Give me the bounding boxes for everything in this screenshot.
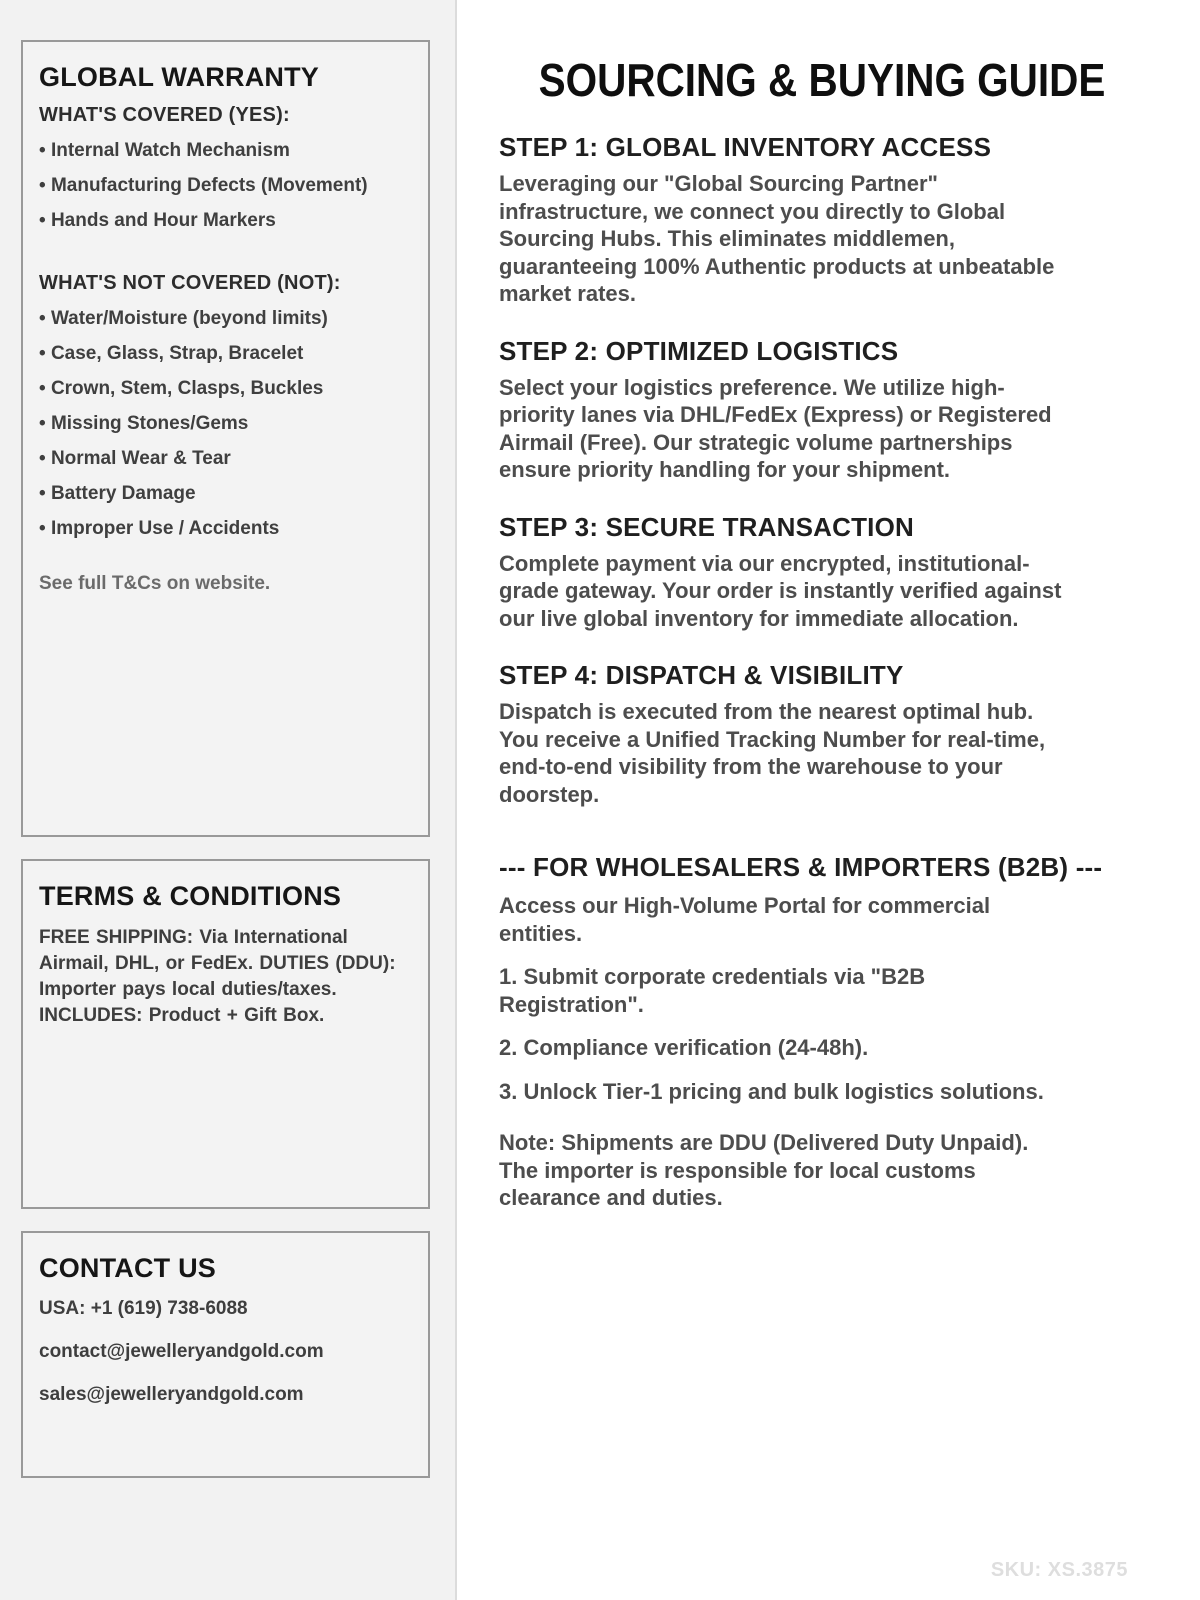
- terms-body: FREE SHIPPING: Via International Airmail, DHL, or FedEx. DUTIES (DDU): Importer pays local duties/taxes. INCLUDES: Product + Gift Box.: [39, 927, 396, 1026]
- warranty-covered-list: [39, 139, 412, 232]
- list-item: • Case, Glass, Strap, Bracelet: [39, 342, 412, 365]
- list-item: • Improper Use / Accidents: [39, 517, 412, 540]
- step-3-body: Complete payment via our encrypted, institutional-grade gateway. Your order is instantly verified against our live global inventory for immediate allocation.: [499, 550, 1062, 631]
- list-item: • Crown, Stem, Clasps, Buckles: [39, 377, 412, 400]
- step-2-heading: STEP 2: OPTIMIZED LOGISTICS: [499, 335, 899, 366]
- page-title: SOURCING & BUYING GUIDE: [538, 54, 1106, 106]
- step-3-heading: STEP 3: SECURE TRANSACTION: [499, 511, 914, 542]
- step-4-heading: STEP 4: DISPATCH & VISIBILITY: [499, 660, 904, 691]
- contact-email-sales: sales@jewelleryandgold.com: [39, 1384, 304, 1405]
- list-item: • Internal Watch Mechanism: [39, 139, 412, 162]
- step-1-block: [499, 132, 1145, 308]
- warranty-footnote: See full T&Cs on website.: [39, 573, 271, 594]
- sourcing-guide-section: [457, 0, 1200, 1600]
- warranty-not-covered-list: [39, 307, 412, 540]
- warranty-covered-heading: WHAT'S COVERED (YES):: [39, 104, 290, 126]
- b2b-intro: Access our High-Volume Portal for commercial entities.: [499, 893, 991, 946]
- list-item: • Battery Damage: [39, 482, 412, 505]
- list-item: • Hands and Hour Markers: [39, 209, 412, 232]
- b2b-item-3: 3. Unlock Tier-1 pricing and bulk logistics solutions.: [499, 1078, 1044, 1104]
- b2b-heading: --- FOR WHOLESALERS & IMPORTERS (B2B) ---: [499, 852, 1103, 883]
- terms-title: TERMS & CONDITIONS: [39, 881, 342, 911]
- warranty-not-covered-heading: WHAT'S NOT COVERED (NOT):: [39, 272, 341, 294]
- step-3-block: [499, 512, 1145, 633]
- step-4-block: [499, 660, 1145, 808]
- list-item: • Water/Moisture (beyond limits): [39, 307, 412, 330]
- list-item: • Normal Wear & Tear: [39, 447, 412, 470]
- b2b-section: [499, 852, 1145, 1212]
- b2b-note: Note: Shipments are DDU (Delivered Duty Unpaid). The importer is responsible for local customs clearance and duties.: [499, 1130, 1029, 1211]
- list-item: • Missing Stones/Gems: [39, 412, 412, 435]
- warranty-title: GLOBAL WARRANTY: [39, 62, 319, 92]
- b2b-item-2: 2. Compliance verification (24-48h).: [499, 1035, 869, 1061]
- step-1-body: Leveraging our "Global Sourcing Partner" infrastructure, we connect you directly to Global Sourcing Hubs. This eliminates middlemen, guaranteeing 100% Authentic products at unbeatable market rates.: [499, 171, 1055, 307]
- b2b-item-1: 1. Submit corporate credentials via "B2B Registration".: [499, 964, 926, 1017]
- warranty-panel: [21, 40, 430, 837]
- sidebar: [0, 0, 457, 1600]
- list-item: • Manufacturing Defects (Movement): [39, 174, 412, 197]
- step-4-body: Dispatch is executed from the nearest optimal hub. You receive a Unified Tracking Number for real-time, end-to-end visibility from the warehouse to your doorstep.: [499, 699, 1046, 807]
- contact-panel: [21, 1231, 430, 1478]
- step-2-block: [499, 336, 1145, 484]
- contact-email-primary: contact@jewelleryandgold.com: [39, 1341, 324, 1362]
- sku-label: SKU: XS.3875: [990, 1559, 1128, 1581]
- contact-title: CONTACT US: [39, 1253, 216, 1283]
- contact-phone: USA: +1 (619) 738-6088: [39, 1298, 248, 1319]
- step-2-body: Select your logistics preference. We utilize high-priority lanes via DHL/FedEx (Express) or Registered Airmail (Free). Our strategic volume partnerships ensure priority handling for your shipment.: [499, 374, 1052, 483]
- step-1-heading: STEP 1: GLOBAL INVENTORY ACCESS: [499, 132, 992, 163]
- terms-panel: [21, 859, 430, 1209]
